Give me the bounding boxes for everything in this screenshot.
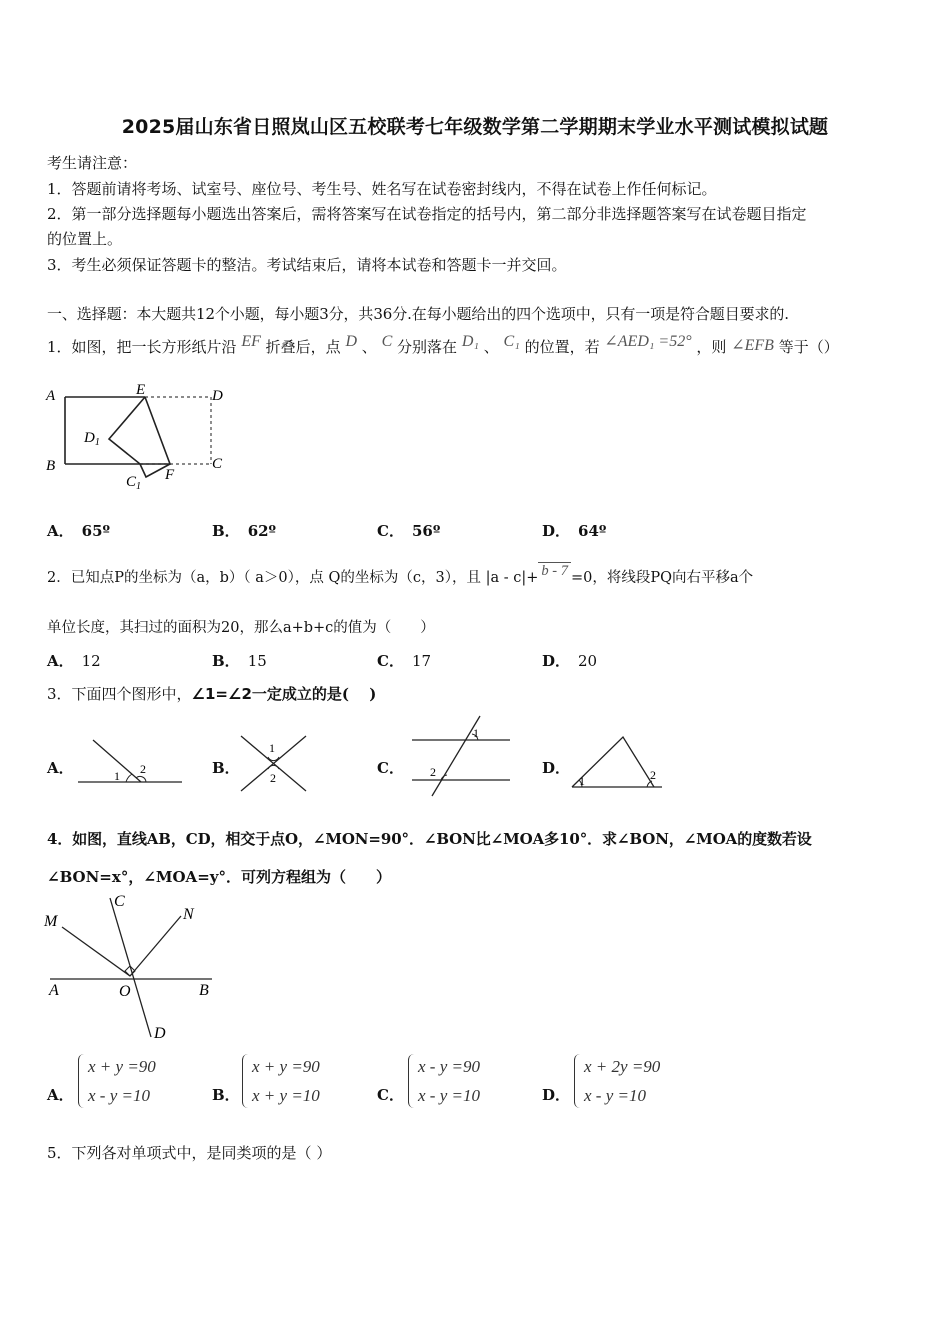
q2-option-c-text: 17: [411, 652, 432, 670]
q1-label-b: B: [46, 458, 56, 474]
q4-option-d-brace: [574, 1054, 581, 1108]
q1-option-b-key: B．: [212, 522, 240, 540]
q1-math-angle-efb: ∠EFB: [731, 337, 774, 354]
q4-option-c-system: [418, 1052, 480, 1110]
q1-option-a[interactable]: [47, 520, 110, 541]
q4-option-a-brace: [78, 1054, 85, 1108]
q1-label-d1-letter: D: [84, 430, 95, 446]
q4-option-d-eq1: x + 2y =90: [584, 1057, 661, 1076]
notice-item-1: 1．答题前请将考场、试室号、座位号、考生号、姓名写在试卷密封线内，不得在试卷上作任何标记。: [47, 180, 717, 198]
q3c-angle2: 2: [430, 765, 436, 779]
q4-option-c-key[interactable]: C．: [377, 1086, 404, 1104]
q1-label-d1: [83, 430, 100, 448]
q1-text-7: ，则: [696, 338, 727, 356]
q2-stem: [47, 563, 754, 587]
q3-figure-c: [408, 714, 514, 798]
q4-option-b-brace: [242, 1054, 249, 1108]
notice-item-2-cont: 的位置上。: [47, 230, 123, 248]
q4-option-a-system: [88, 1052, 156, 1110]
q4-option-a-eq2: x - y =10: [88, 1086, 150, 1105]
q4-label-a: A: [49, 982, 59, 999]
q4-option-d-system: [584, 1052, 660, 1110]
q3-figure-a: [78, 735, 188, 790]
q1-label-d: D: [212, 388, 223, 404]
q1-option-c[interactable]: [377, 520, 440, 541]
q3-text-3: 一定成立的是( ): [251, 685, 377, 703]
q2-option-b[interactable]: [212, 650, 267, 671]
section-heading: 一、选择题：本大题共12个小题，每小题3分，共36分.在每小题给出的四个选项中，只有一项是符合题目要求的.: [47, 305, 789, 323]
q1-text-2: 折叠后，点: [265, 338, 341, 356]
q2-option-d[interactable]: [542, 650, 597, 671]
q3-option-a-label[interactable]: A．: [47, 759, 74, 777]
q4-stem-line2: ∠BON=x°，∠MOA=y°．可列方程组为（ ）: [47, 868, 391, 886]
notice-item-3: 3．考生必须保证答题卡的整洁。考试结束后，请将本试卷和答题卡一并交回。: [47, 256, 567, 274]
q2-text-1: 2．已知点P的坐标为（a，b）（ a＞0），点 Q的坐标为（c，3），且 |a - c|+: [47, 570, 539, 586]
q1-math-c1: C₁: [503, 333, 520, 350]
q1-label-e: E: [136, 382, 146, 398]
q2-option-c[interactable]: [377, 650, 431, 671]
q3-text-1: 3．下面四个图形中，: [47, 685, 192, 703]
q4-label-n: N: [183, 906, 194, 923]
q3-figure-b: [238, 733, 310, 795]
q2-text-2: =0，将线段PQ向右平移a个: [570, 570, 754, 586]
q1-text-5: 、: [483, 338, 499, 356]
q4-option-b-key[interactable]: B．: [212, 1086, 240, 1104]
q1-label-f: F: [165, 467, 175, 483]
q2-option-d-key: D．: [542, 652, 571, 670]
q4-figure: [44, 892, 224, 1047]
q3-option-d-label[interactable]: D．: [542, 759, 571, 777]
q1-option-a-key: A．: [47, 522, 74, 540]
q4-stem: 4．如图，直线AB，CD，相交于点O，∠MON=90°．∠BON比∠MOA多10°．求∠BON，∠MOA的度数若设: [47, 830, 812, 848]
q1-label-c: C: [212, 456, 223, 472]
q3-option-c-label[interactable]: C．: [377, 759, 404, 777]
q3a-angle1: 1: [114, 769, 120, 783]
q1-option-d-key: D．: [542, 522, 571, 540]
q3a-angle2: 2: [140, 762, 146, 776]
q4-option-d-key[interactable]: D．: [542, 1086, 571, 1104]
q3d-angle2: 2: [650, 768, 656, 782]
q1-text-4: 分别落在: [397, 338, 458, 356]
q4-label-c: C: [114, 893, 125, 910]
notice-heading: 考生请注意：: [47, 154, 138, 172]
q1-option-d[interactable]: [542, 520, 606, 541]
q4-option-d-eq2: x - y =10: [584, 1086, 646, 1105]
q4-label-o: O: [119, 983, 131, 1000]
q3-text-2: ∠1=∠2: [191, 685, 252, 703]
q2-option-d-text: 20: [578, 652, 598, 670]
q4-option-a-eq1: x + y =90: [88, 1057, 156, 1076]
q4-option-a-key[interactable]: A．: [47, 1086, 74, 1104]
q1-math-ef: EF: [241, 333, 261, 350]
notice-item-2: 2．第一部分选择题每小题选出答案后，需将答案写在试卷指定的括号内，第二部分非选择题答案写在试卷题目指定: [47, 205, 807, 223]
q4-option-b-eq2: x + y =10: [252, 1086, 320, 1105]
q4-option-c-brace: [408, 1054, 415, 1108]
q1-label-d1-sub: 1: [94, 437, 100, 448]
page-title: 2025届山东省日照岚山区五校联考七年级数学第二学期期末学业水平测试模拟试题: [121, 116, 829, 138]
q1-math-d1: D₁: [461, 333, 479, 350]
q3-stem: [47, 683, 376, 704]
q1-label-c1-letter: C: [126, 474, 137, 490]
q2-option-b-text: 15: [247, 652, 267, 670]
q5-stem: 5．下列各对单项式中，是同类项的是（ ）: [47, 1144, 332, 1162]
q1-text-6: 的位置，若: [524, 338, 600, 356]
q4-option-b-system: [252, 1052, 320, 1110]
q4-label-m: M: [44, 913, 58, 930]
q1-option-c-text: 56º: [411, 522, 441, 540]
q1-stem: [47, 333, 839, 357]
q2-option-b-key: B．: [212, 652, 240, 670]
q1-option-d-text: 64º: [578, 522, 607, 540]
q1-text-1: 1．如图，把一长方形纸片沿: [47, 338, 237, 356]
q1-text-8: 等于（）: [778, 338, 839, 356]
q4-label-b: B: [199, 982, 209, 999]
q3b-angle2: 2: [270, 771, 276, 785]
q1-label-a: A: [46, 388, 56, 404]
q3-option-b-label[interactable]: B．: [212, 759, 240, 777]
q3c-angle1: 1: [473, 726, 479, 740]
q2-option-a[interactable]: [47, 650, 101, 671]
q2-option-a-text: 12: [81, 652, 101, 670]
q1-label-c1-sub: 1: [136, 481, 142, 492]
q1-math-d: D: [345, 333, 358, 350]
q3b-angle1: 1: [269, 741, 275, 755]
q2-option-c-key: C．: [377, 652, 404, 670]
q1-option-b[interactable]: [212, 520, 276, 541]
q1-figure: [44, 384, 234, 494]
q1-math-c: C: [381, 333, 393, 350]
q2-option-a-key: A．: [47, 652, 74, 670]
q1-label-c1: [126, 474, 141, 492]
q3-figure-d: [568, 733, 668, 793]
q1-option-a-text: 65º: [81, 522, 111, 540]
q4-option-c-eq2: x - y =10: [418, 1086, 480, 1105]
q4-label-d: D: [154, 1025, 166, 1042]
q2-stem-line2: 单位长度，其扫过的面积为20，那么a+b+c的值为（ ）: [47, 620, 435, 636]
q1-option-b-text: 62º: [247, 522, 277, 540]
q1-text-3: 、: [361, 338, 377, 356]
q1-option-c-key: C．: [377, 522, 404, 540]
q4-option-c-eq1: x - y =90: [418, 1057, 480, 1076]
q1-math-angle-aed1: ∠AED₁ =52°: [604, 333, 692, 350]
q4-option-b-eq1: x + y =90: [252, 1057, 320, 1076]
q3d-angle1: 1: [579, 774, 585, 788]
q2-sqrt: b - 7: [538, 562, 571, 580]
